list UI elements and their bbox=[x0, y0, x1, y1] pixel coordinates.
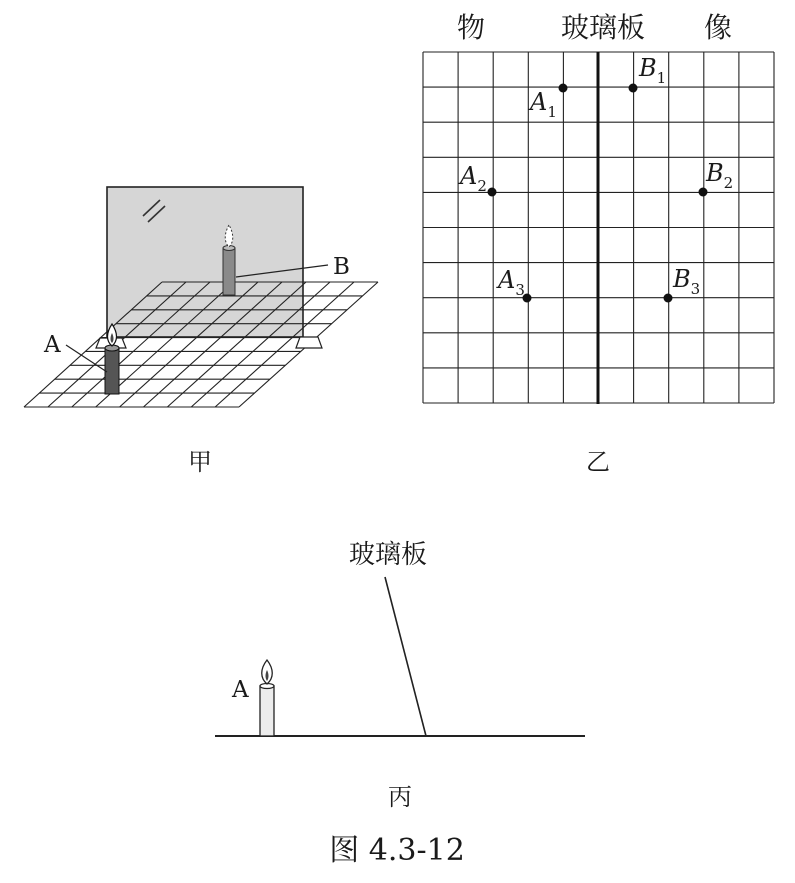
point-b3 bbox=[664, 294, 673, 303]
point-label-b3: $B_3$ bbox=[673, 265, 701, 298]
point-label-a3: $A_3$ bbox=[498, 266, 525, 299]
candle-label: A bbox=[232, 677, 249, 703]
point-label-b2: $B_2$ bbox=[706, 159, 734, 192]
glass-plate bbox=[107, 187, 303, 337]
candle-a-side bbox=[260, 660, 274, 736]
header-image: 像 bbox=[703, 11, 733, 44]
candle-a-label: A bbox=[44, 332, 61, 358]
glass-plate-side-view bbox=[385, 577, 426, 736]
point-a1 bbox=[559, 84, 568, 93]
point-b2 bbox=[699, 188, 708, 197]
point-a2 bbox=[488, 188, 497, 197]
panel-yi bbox=[423, 11, 774, 476]
panel-yi-label: 乙 bbox=[586, 448, 610, 476]
figure-caption: 图 4.3-12 bbox=[329, 833, 465, 868]
point-b1 bbox=[629, 84, 638, 93]
candle-b-label: B bbox=[333, 254, 350, 280]
panel-bing-label: 丙 bbox=[388, 783, 412, 811]
candle-a bbox=[105, 324, 119, 394]
point-label-a1: $A_1$ bbox=[530, 88, 557, 121]
header-object: 物 bbox=[456, 11, 486, 44]
panel-bing bbox=[215, 540, 585, 811]
point-label-a2: $A_2$ bbox=[460, 162, 487, 195]
glass-label: 玻璃板 bbox=[348, 540, 428, 570]
point-label-b1: $B_1$ bbox=[639, 54, 667, 87]
header-glass: 玻璃板 bbox=[560, 11, 646, 44]
glass-stand-right bbox=[296, 337, 322, 348]
panel-jia-label: 甲 bbox=[188, 448, 212, 476]
panel-jia bbox=[24, 187, 378, 476]
